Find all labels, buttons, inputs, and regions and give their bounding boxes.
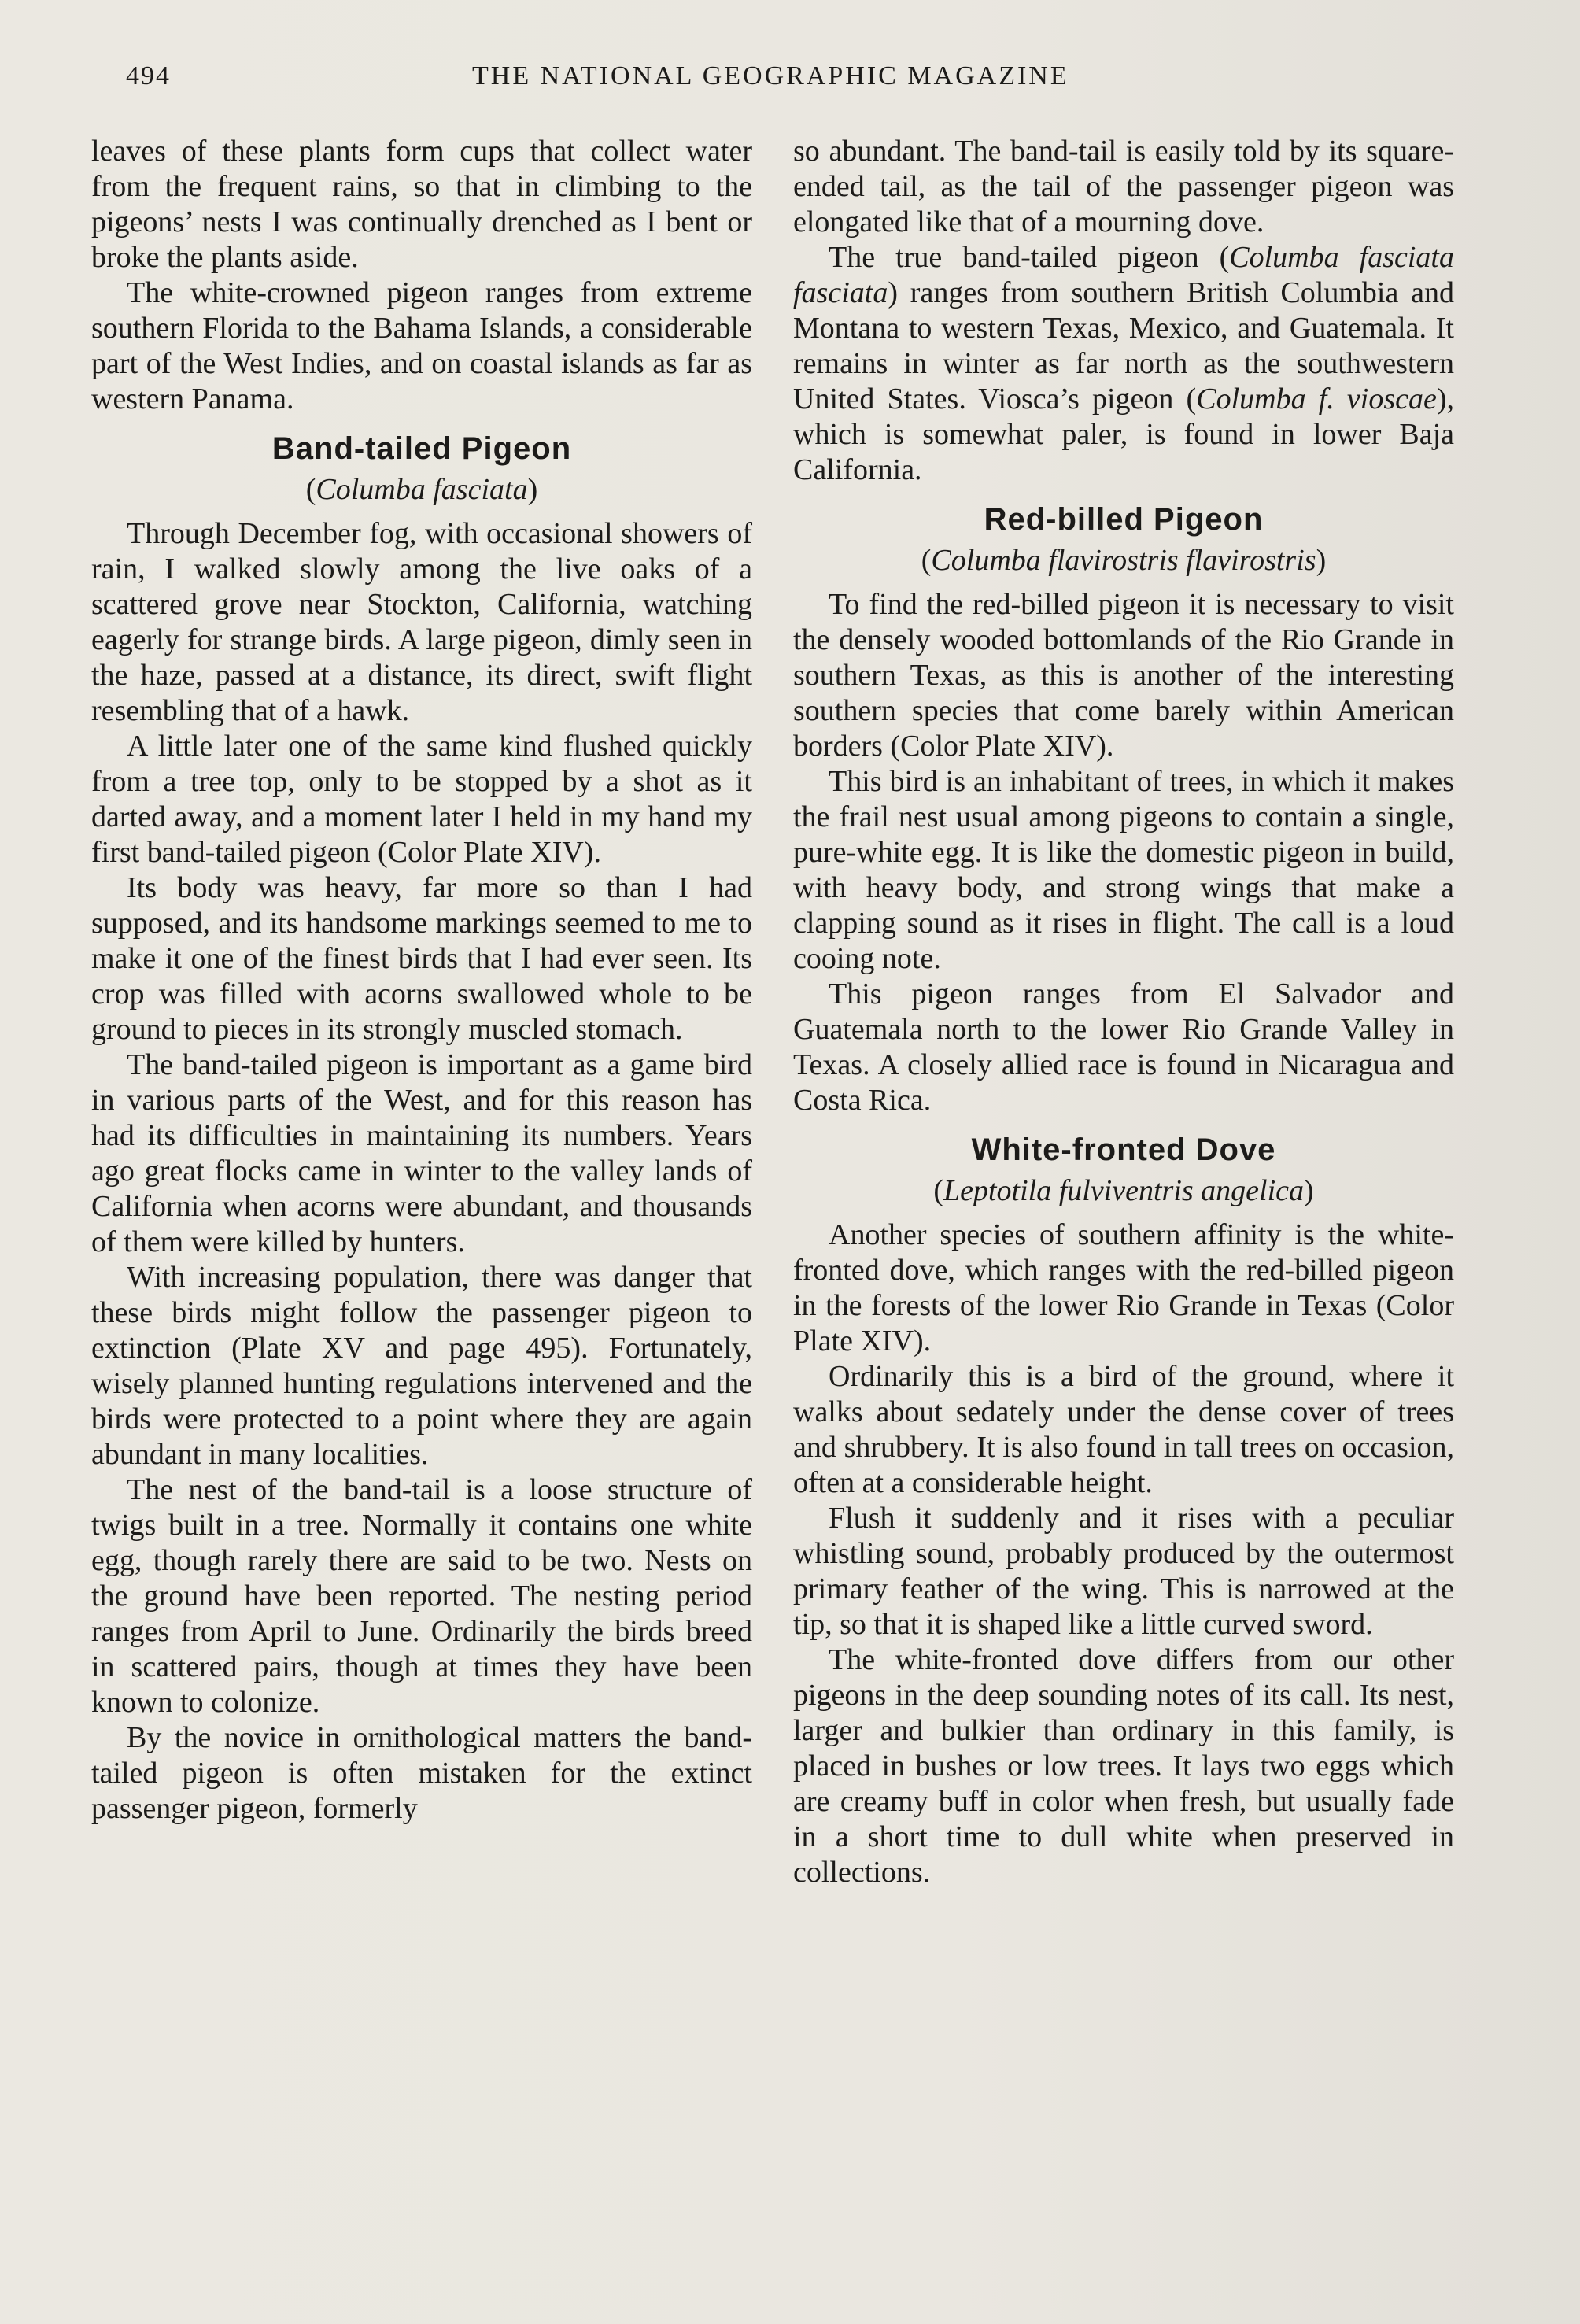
scientific-name [91, 469, 752, 510]
section-heading-white-fronted-dove: White-fronted Dove [971, 1132, 1276, 1167]
paren-open: ( [305, 473, 316, 506]
scientific-name [793, 540, 1454, 581]
paragraph: The white-crowned pigeon ranges from extreme southern Florida to the Bahama Islands, a considerable part of the West Indies, and on coastal islands as far as western Panama. [91, 276, 752, 416]
page-header [126, 61, 1464, 105]
text-run: ), which is somewhat paler, is found in lower Baja California. [793, 382, 1454, 486]
paren-close: ) [527, 473, 538, 506]
paragraph: The nest of the band-tail is a loose structure of twigs built in a tree. Normally it contains one white egg, though rarely there are said to be two. Nests on the ground have been reported. The nesting period ranges from April to June. Ordinarily the birds breed in scattered pairs, though at times they have been known to colonize. [91, 1473, 752, 1719]
paragraph: Another species of southern affinity is the white-fronted dove, which ranges with the red-billed pigeon in the forests of the lower Rio Grande in Texas (Color Plate XIV). [793, 1218, 1454, 1358]
paren-open: ( [921, 544, 932, 577]
paragraph: This pigeon ranges from El Salvador and Guatemala north to the lower Rio Grande Valley in Texas. A closely allied race is found in Nicaragua and Costa Rica. [793, 977, 1454, 1117]
paragraph: so abundant. The band-tail is easily told by its square-ended tail, as the tail of the passenger pigeon was elongated like that of a mourning dove. [793, 135, 1454, 238]
paragraph: leaves of these plants form cups that collect water from the frequent rains, so that in climbing to the pigeons’ nests I was continually drenched as I bent or broke the plants aside. [91, 135, 752, 274]
scientific-name [793, 1170, 1454, 1211]
paragraph: By the novice in ornithological matters the band-tailed pigeon is often mistaken for the extinct passenger pigeon, formerly [91, 1721, 752, 1825]
right-column [793, 134, 1454, 1890]
paragraph: Its body was heavy, far more so than I had supposed, and its handsome markings seemed to me to make it one of the finest birds that I had ever seen. Its crop was filled with acorns swallowed whole to be ground to pieces in its strongly muscled stomach. [91, 871, 752, 1046]
paragraph: To find the red-billed pigeon it is necessary to visit the densely wooded bottomlands of the Rio Grande in southern Texas, as this is another of the interesting southern species that come barely within American borders (Color Plate XIV). [793, 588, 1454, 763]
paren-open: ( [933, 1174, 943, 1207]
paragraph: This bird is an inhabitant of trees, in which it makes the frail nest usual among pigeons to contain a single, pure-white egg. It is like the domestic pigeon in build, with heavy body, and strong wings that make a clapping sound as it rises in flight. The call is a loud cooing note. [793, 765, 1454, 975]
paragraph: The band-tailed pigeon is important as a game bird in various parts of the West, and for this reason has had its difficulties in maintaining its numbers. Years ago great flocks came in winter to the valley lands of California when acorns were abundant, and thousands of them were killed by hunters. [91, 1048, 752, 1258]
paragraph: Through December fog, with occasional showers of rain, I walked slowly among the live oaks of a scattered grove near Stockton, California, watching eagerly for strange birds. A large pigeon, dimly seen in the haze, passed at a distance, its direct, swift flight resembling that of a hawk. [91, 517, 752, 727]
paragraph: Flush it suddenly and it rises with a peculiar whistling sound, probably produced by the outermost primary feather of the wing. This is narrowed at the tip, so that it is shaped like a little curved sword. [793, 1502, 1454, 1641]
scientific-name-text: Columba fasciata fasciata [793, 241, 1454, 309]
paragraph: With increasing population, there was danger that these birds might follow the passenger pigeon to extinction (Plate XV and page 495). Fortunately, wisely planned hunting regulations intervened and the birds were protected to a point where they are again abundant in many localities. [91, 1261, 752, 1471]
paren-close: ) [1304, 1174, 1314, 1207]
section-heading-red-billed-pigeon: Red-billed Pigeon [984, 502, 1264, 537]
paragraph [793, 240, 1454, 488]
paragraph: A little later one of the same kind flushed quickly from a tree top, only to be stopped by a shot as it darted away, and a moment later I held in my hand my first band-tailed pigeon (Color Plate XIV). [91, 730, 752, 869]
paren-close: ) [1316, 544, 1327, 577]
paragraph: The white-fronted dove differs from our other pigeons in the deep sounding notes of its call. Its nest, larger and bulkier than ordinary in this family, is placed in bushes or low trees. It lays two eggs which are creamy buff in color when fresh, but usually fade in a short time to dull white when preserved in collections. [793, 1643, 1454, 1889]
section-heading-band-tailed-pigeon: Band-tailed Pigeon [271, 431, 572, 466]
scientific-name-text: Columba f. vioscae [1196, 382, 1437, 416]
page-number: 494 [126, 61, 171, 91]
paragraph: Ordinarily this is a bird of the ground, where it walks about sedately under the dense cover of trees and shrubbery. It is also found in tall trees on occasion, often at a considerable height. [793, 1360, 1454, 1499]
text-run: The true band-tailed pigeon ( [829, 241, 1230, 274]
magazine-title: THE NATIONAL GEOGRAPHIC MAGAZINE [472, 61, 1069, 91]
left-column [91, 134, 752, 1827]
scientific-name-text: Columba fasciata [316, 473, 528, 506]
text-run: ) ranges from southern British Columbia and Montana to western Texas, Mexico, and Guatemala. It remains in winter as far north as the southwestern United States. Viosca’s pigeon ( [793, 276, 1454, 416]
scientific-name-text: Columba flavirostris flavirostris [931, 544, 1316, 577]
scientific-name-text: Leptotila fulviventris angelica [943, 1174, 1305, 1207]
